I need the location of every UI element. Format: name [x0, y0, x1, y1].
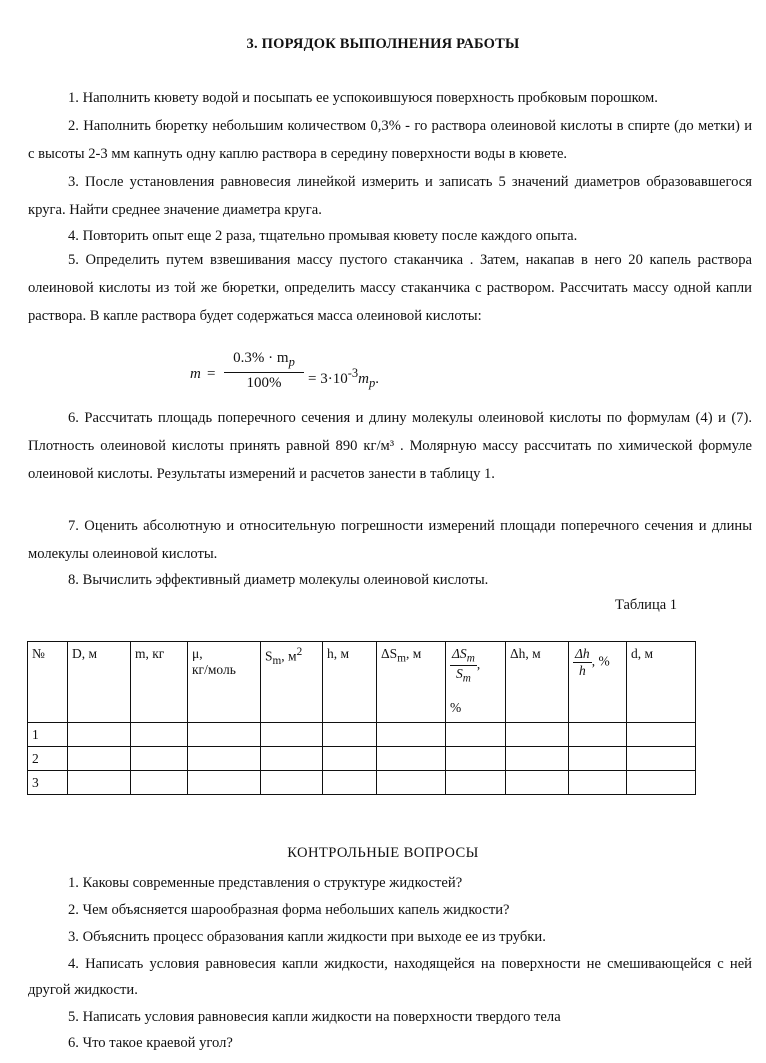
row-number: 1	[28, 723, 68, 747]
col-header-length-error: Δh, м	[506, 642, 569, 723]
col-header-length-rel-error: $\frac{\Delta h}{h}$ , %	[569, 642, 627, 723]
question-5: 5. Написать условия равновесия капли жидкости на поверхности твердого тела	[68, 1009, 561, 1025]
col-header-area: $S_m$, $м^2$	[261, 642, 323, 723]
step-8: 8. Вычислить эффективный диаметр молекулы олеиновой кислоты.	[68, 572, 489, 588]
step-3: 3. После установления равновесия линейкой измерить и записать 5 значений диаметров образовавшегося круга. Найти среднее значение диаметра круга.	[28, 174, 752, 218]
table-caption: Таблица 1	[615, 597, 678, 613]
step-5: 5. Определить путем взвешивания массу пустого стаканчика . Затем, накапав в него 20 капель раствора олеиновой кислоты из той же бюретки, определить массу стаканчика с раствором. Рассчитать массу одной капли раствора. В капле раствора будет содержаться масса олеиновой кислоты:	[28, 252, 752, 324]
table-row	[28, 723, 696, 747]
formula-equals: =	[207, 366, 216, 382]
table-header-row	[28, 642, 696, 723]
formula-lhs: m	[190, 366, 201, 382]
formula-rhs: = $3\cdot 10^{-3}m_p$.	[308, 366, 379, 390]
col-header-number: №	[28, 642, 68, 723]
col-header-area-rel-error: $\frac{\Delta S_m}{S_m}$ , %	[446, 642, 506, 723]
step-6: 6. Рассчитать площадь поперечного сечения и длину молекулы олеиновой кислоты по формулам (4) и (7). Плотность олеиновой кислоты принять равной 890 кг/м³ . Молярную массу рассчитать по химической формуле олеиновой кислоты. Результаты измерений и расчетов занести в таблицу 1.	[28, 410, 752, 482]
step-4: 4. Повторить опыт еще 2 раза, тщательно промывая кювету после каждого опыта.	[68, 228, 578, 244]
question-2: 2. Чем объясняется шарообразная форма небольших капель жидкости?	[68, 902, 510, 918]
formula-denominator: 100%	[246, 375, 282, 391]
col-header-molecule-diameter: d, м	[627, 642, 696, 723]
question-1: 1. Каковы современные представления о структуре жидкостей?	[68, 875, 463, 891]
question-6: 6. Что такое краевой угол?	[68, 1035, 233, 1051]
formula-drop-mass	[190, 350, 450, 400]
col-header-diameter: D, м	[68, 642, 131, 723]
row-number: 2	[28, 747, 68, 771]
questions-title: КОНТРОЛЬНЫЕ ВОПРОСЫ	[287, 845, 479, 861]
section-title: 3. ПОРЯДОК ВЫПОЛНЕНИЯ РАБОТЫ	[246, 36, 520, 52]
formula-numerator: $0.3\% \cdot m_p$	[224, 350, 304, 373]
col-header-molar-mass: μ, кг/моль	[188, 642, 261, 723]
question-3: 3. Объяснить процесс образования капли жидкости при выходе ее из трубки.	[68, 929, 546, 945]
row-number: 3	[28, 771, 68, 795]
col-header-mass: m, кг	[131, 642, 188, 723]
step-1: 1. Наполнить кювету водой и посыпать ее успокоившуюся поверхность пробковым порошком.	[68, 90, 658, 106]
question-4: 4. Написать условия равновесия капли жидкости, находящейся на поверхности не смешивающейся с ней другой жидкости.	[28, 956, 752, 998]
formula-fraction	[224, 350, 304, 392]
step-7: 7. Оценить абсолютную и относительную погрешности измерений площади поперечного сечения и длины молекулы олеиновой кислоты.	[28, 518, 752, 562]
step-2: 2. Наполнить бюретку небольшим количеством 0,3% - го раствора олеиновой кислоты в спирте (до метки) и с высоты 2-3 мм капнуть одну каплю раствора в середину поверхности воды в кювете.	[28, 118, 752, 162]
results-table	[27, 641, 696, 795]
table-row	[28, 747, 696, 771]
col-header-length: h, м	[323, 642, 377, 723]
col-header-area-error: $\Delta S_m$, м	[377, 642, 446, 723]
table-row	[28, 771, 696, 795]
